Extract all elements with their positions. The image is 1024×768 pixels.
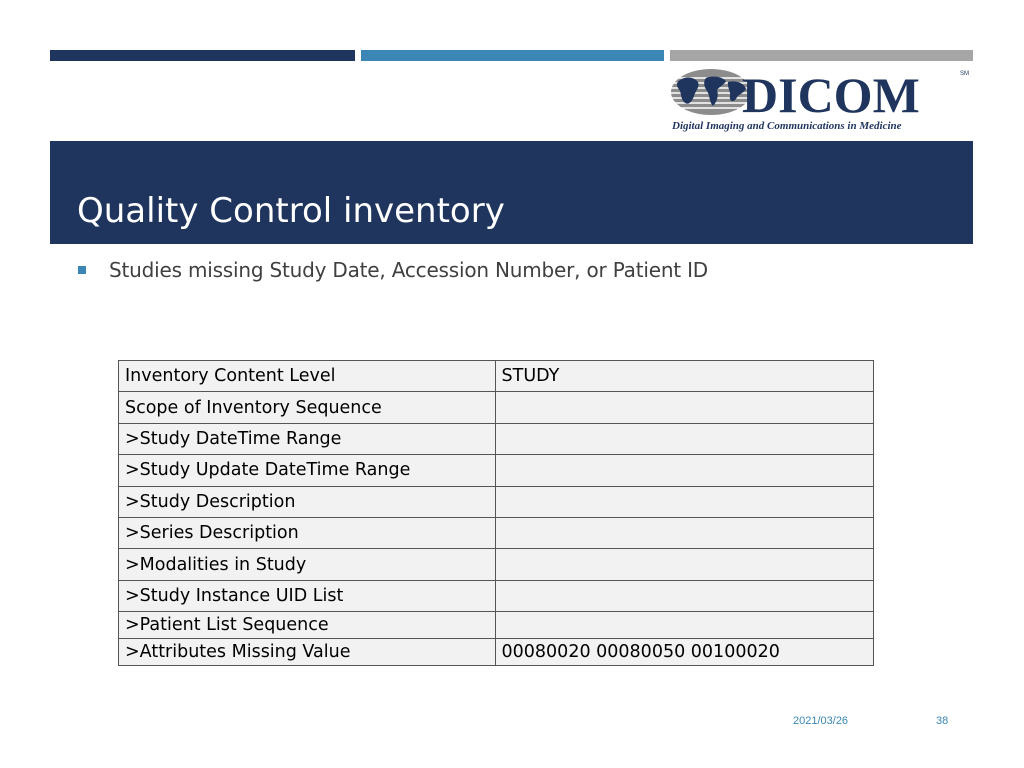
dicom-tagline: Digital Imaging and Communications in Medicine <box>672 120 902 132</box>
attribute-name-cell: >Modalities in Study <box>119 549 496 580</box>
attribute-name-cell: >Study DateTime Range <box>119 423 496 454</box>
table-row <box>119 549 874 580</box>
attribute-name-cell: >Patient List Sequence <box>119 612 496 639</box>
attribute-value-cell <box>495 517 873 548</box>
table-row <box>119 455 874 486</box>
attribute-name-cell: Inventory Content Level <box>119 361 496 392</box>
globe-icon <box>670 68 752 116</box>
top-accent-bar-gray <box>670 50 973 61</box>
page-number: 38 <box>936 715 949 727</box>
bullet-text: Studies missing Study Date, Accession Number, or Patient ID <box>109 258 708 282</box>
table-row <box>119 392 874 423</box>
table-row <box>119 423 874 454</box>
attribute-value-cell <box>495 486 873 517</box>
inventory-attributes-table <box>118 360 874 666</box>
attribute-name-cell: >Study Instance UID List <box>119 580 496 611</box>
attribute-value-cell: STUDY <box>495 361 873 392</box>
attribute-value-cell: 00080020 00080050 00100020 <box>495 639 873 666</box>
attribute-value-cell <box>495 392 873 423</box>
top-accent-bar-navy <box>50 50 355 61</box>
table-row <box>119 639 874 666</box>
table-row <box>119 580 874 611</box>
dicom-logo <box>668 66 974 138</box>
attribute-name-cell: >Study Update DateTime Range <box>119 455 496 486</box>
attribute-name-cell: >Series Description <box>119 517 496 548</box>
slide-title: Quality Control inventory <box>77 191 505 231</box>
table-row <box>119 486 874 517</box>
table-row <box>119 517 874 548</box>
attribute-value-cell <box>495 423 873 454</box>
attribute-name-cell: >Attributes Missing Value <box>119 639 496 666</box>
attribute-name-cell: Scope of Inventory Sequence <box>119 392 496 423</box>
attribute-value-cell <box>495 455 873 486</box>
attribute-value-cell <box>495 612 873 639</box>
attribute-value-cell <box>495 580 873 611</box>
top-accent-bar-blue <box>361 50 664 61</box>
footer-date: 2021/03/26 <box>793 715 849 727</box>
title-band <box>50 141 973 244</box>
table-row <box>119 612 874 639</box>
table-row <box>119 361 874 392</box>
attribute-value-cell <box>495 549 873 580</box>
dicom-wordmark: DICOM <box>742 67 920 123</box>
service-mark: SM <box>960 71 969 77</box>
attribute-name-cell: >Study Description <box>119 486 496 517</box>
square-bullet-icon <box>78 266 86 274</box>
